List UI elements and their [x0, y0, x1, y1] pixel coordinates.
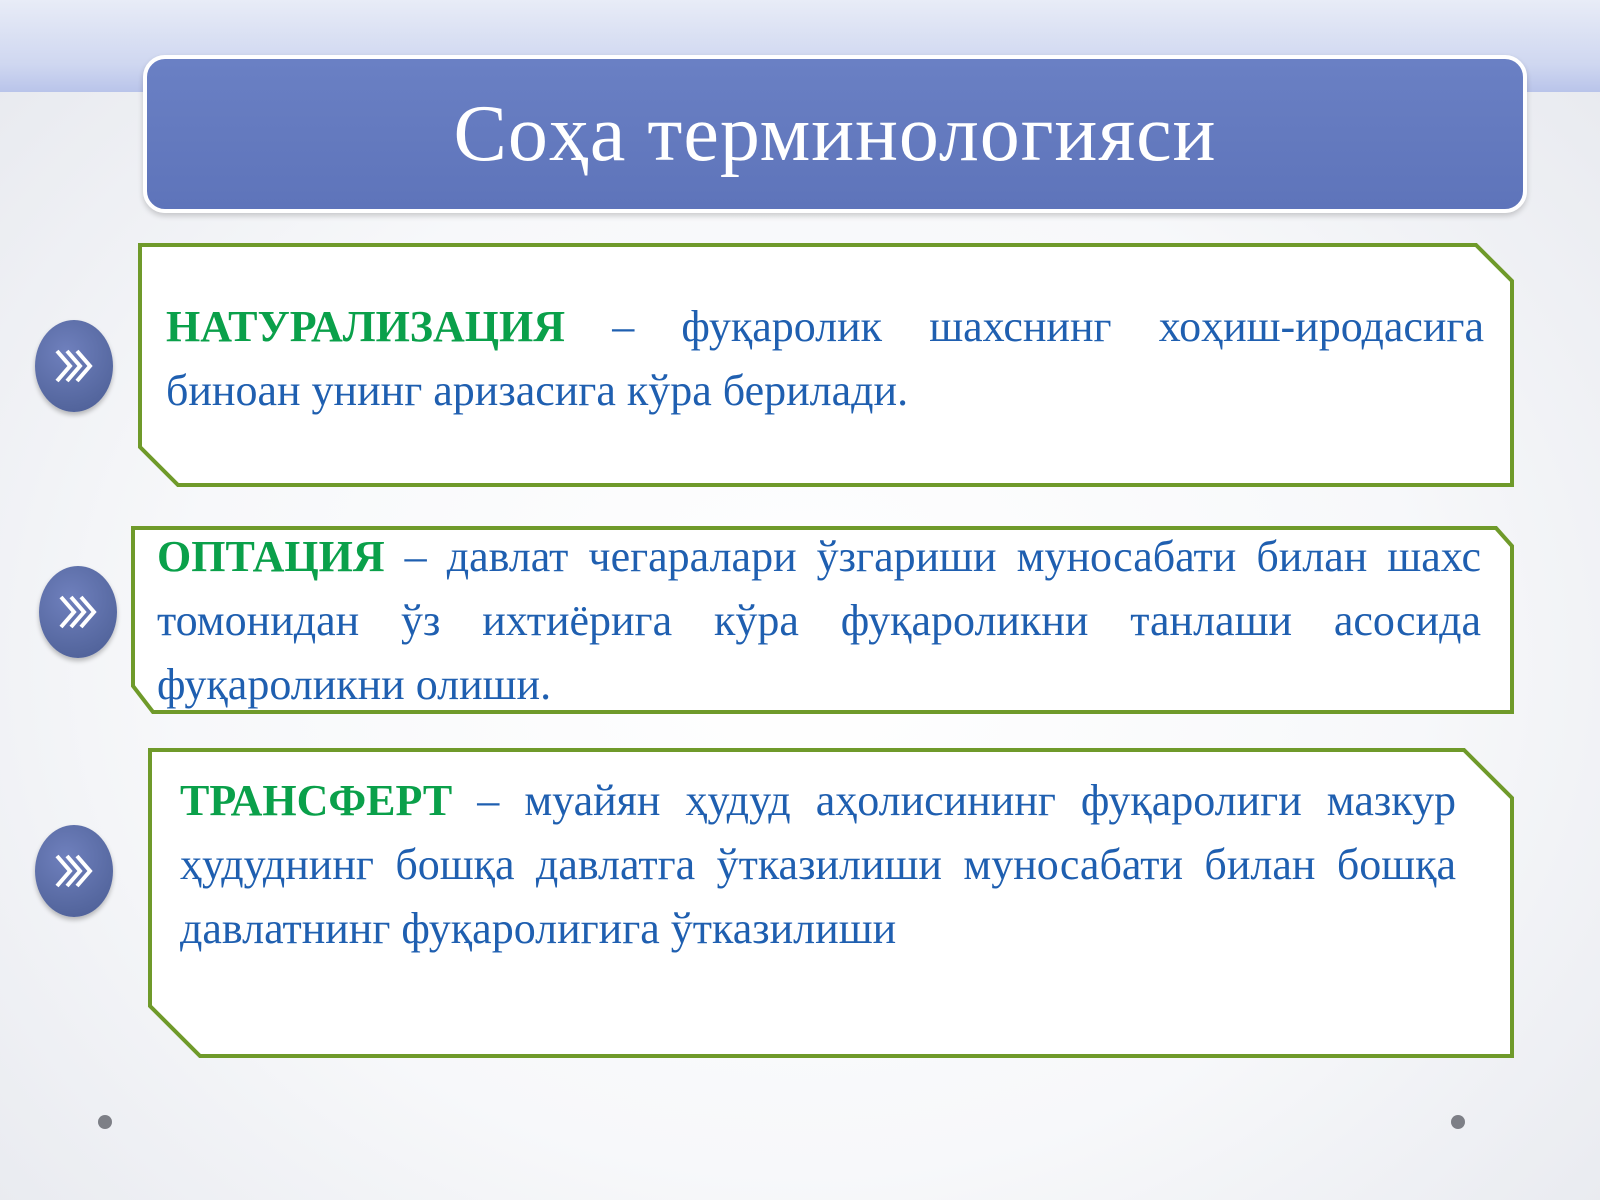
slide-title: Соҳа терминологияси: [453, 89, 1217, 178]
double-chevron-right-icon: [35, 320, 113, 412]
definition-card-transfer: [148, 748, 1514, 1058]
double-chevron-right-icon: [35, 825, 113, 917]
definition-card-optation: [131, 526, 1514, 714]
definition-dash: –: [612, 302, 635, 351]
definition-term: НАТУРАЛИЗАЦИЯ: [166, 302, 566, 351]
definition-dash: –: [404, 532, 427, 581]
double-chevron-right-icon: [39, 566, 117, 658]
definition-body: фуқаролик шахснинг хоҳиш-иродасига биноан унинг аризасига кўра берилади.: [166, 302, 1485, 415]
definition-text: [166, 295, 1484, 423]
definition-text: [180, 769, 1456, 961]
decorative-dot: [98, 1115, 112, 1129]
decorative-dot: [1451, 1115, 1465, 1129]
definition-term: ТРАНСФЕРТ: [180, 776, 453, 825]
definition-card-naturalization: [138, 243, 1514, 487]
definition-term: ОПТАЦИЯ: [157, 532, 385, 581]
definition-dash: –: [477, 776, 500, 825]
definition-body: давлат чегаралари ўзгариши муносабати билан шахс томонидан ўз ихтиёрига кўра фуқароликни танлаши асосида фуқароликни олиши.: [157, 532, 1482, 709]
definition-body: муайян ҳудуд аҳолисининг фуқаролиги мазкур ҳудуднинг бошқа давлатга ўтказилиши муносабати билан бошқа давлатнинг фуқаролигига ўтказилиши: [180, 776, 1456, 953]
definition-text: [157, 525, 1481, 717]
title-bar: [143, 55, 1527, 213]
